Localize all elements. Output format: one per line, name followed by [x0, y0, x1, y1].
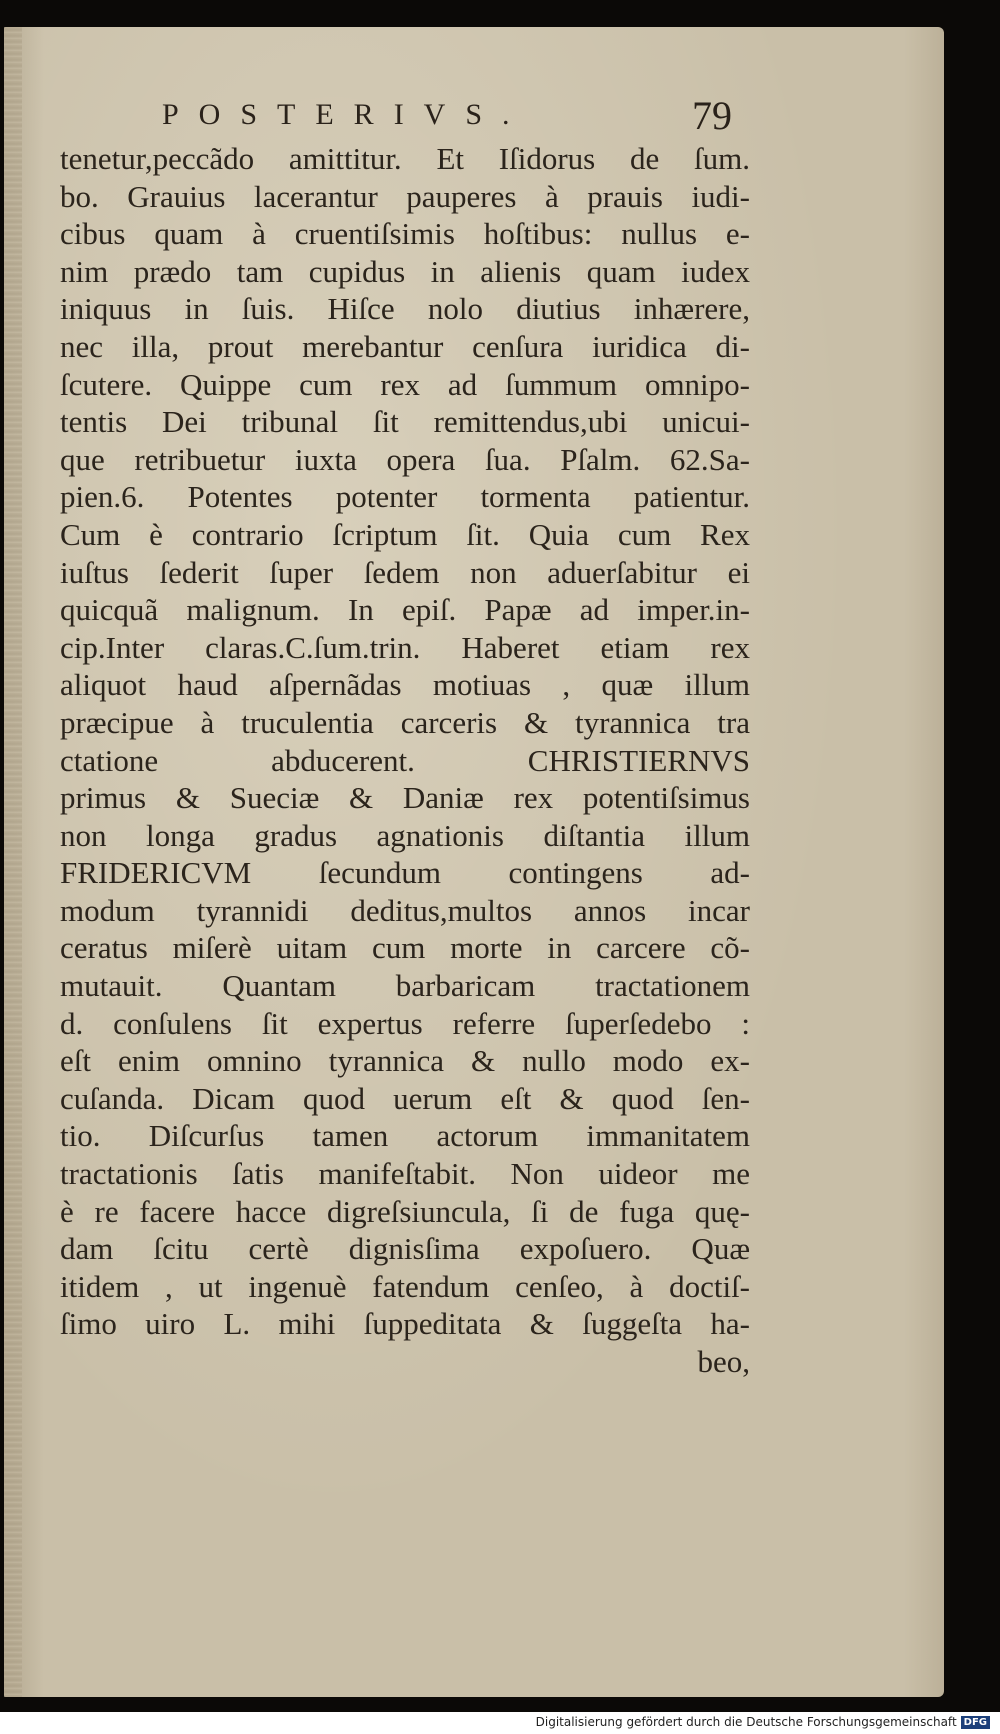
text-line: FRIDERICVM ſecundum contingens ad-: [60, 855, 750, 891]
text-line: cibus quam à cruentiſsimis hoſtibus: nullus e-: [60, 216, 750, 252]
text-line: eſt enim omnino tyrannica & nullo modo ex-: [60, 1043, 750, 1079]
text-line: d. conſulens ſit expertus referre ſuperſedebo :: [60, 1005, 750, 1041]
text-line: Cum è contrario ſcriptum ſit. Quia cum Rex: [60, 516, 750, 552]
text-line: dam ſcitu certè dignisſima expoſuero. Quæ: [60, 1231, 750, 1267]
running-head: POSTERIVS.: [162, 98, 530, 131]
text-line: tio. Diſcurſus tamen actorum immanitatem: [60, 1118, 750, 1154]
credit-text: Digitalisierung gefördert durch die Deutsche Forschungsgemeinschaft: [535, 1715, 957, 1729]
text-line: modum tyrannidi deditus,multos annos incar: [60, 892, 750, 928]
text-line: iuſtus ſederit ſuper ſedem non aduerſabitur ei: [60, 554, 750, 590]
text-line: cuſanda. Dicam quod uerum eſt & quod ſen-: [60, 1080, 750, 1116]
text-line: tenetur,peccãdo amittitur. Et Iſidorus de ſum.: [60, 141, 750, 176]
text-line: que retribuetur iuxta opera ſua. Pſalm. 62.Sa-: [60, 441, 750, 477]
text-line: ceratus miſerè uitam cum morte in carcere cõ-: [60, 930, 750, 966]
text-line: quicquã malignum. In epiſ. Papæ ad imper.in-: [60, 592, 750, 628]
text-line: tentis Dei tribunal ſit remittendus,ubi unicui-: [60, 404, 750, 440]
dfg-logo-icon: DFG: [961, 1716, 990, 1729]
text-line: è re facere hacce digreſsiuncula, ſi de fuga quę-: [60, 1193, 750, 1229]
text-line: præcipue à truculentia carceris & tyrannica tra: [60, 704, 750, 740]
page-gutter-edge: [4, 27, 22, 1697]
catchword: beo,: [697, 1344, 750, 1379]
text-line: nim prædo tam cupidus in alienis quam iudex: [60, 253, 750, 289]
text-line: ctatione abducerent. CHRISTIERNVS: [60, 742, 750, 778]
body-text: [60, 140, 750, 1381]
page-number: 79: [692, 93, 732, 138]
text-line: ſimo uiro L. mihi ſuppeditata & ſuggeſta ha-: [60, 1306, 750, 1342]
text-line: mutauit. Quantam barbaricam tractationem: [60, 968, 750, 1004]
text-line: cip.Inter claras.C.ſum.trin. Haberet etiam rex: [60, 629, 750, 665]
text-line: itidem , ut ingenuè fatendum cenſeo, à doctiſ-: [60, 1268, 750, 1304]
text-line: pien.6. Potentes potenter tormenta patientur.: [60, 479, 750, 515]
text-line: iniquus in ſuis. Hiſce nolo diutius inhærere,: [60, 291, 750, 327]
text-line: aliquot haud aſpernãdas motiuas , quæ illum: [60, 667, 750, 703]
text-line: primus & Sueciæ & Daniæ rex potentiſsimus: [60, 780, 750, 816]
text-line: tractationis ſatis manifeſtabit. Non uideor me: [60, 1156, 750, 1192]
text-line: nec illa, prout merebantur cenſura iuridica di-: [60, 328, 750, 364]
text-line: bo. Grauius lacerantur pauperes à prauis iudi-: [60, 178, 750, 214]
text-line: non longa gradus agnationis diſtantia illum: [60, 817, 750, 853]
text-line: ſcutere. Quippe cum rex ad ſummum omnipo-: [60, 366, 750, 402]
digitization-credit: [536, 1715, 990, 1729]
